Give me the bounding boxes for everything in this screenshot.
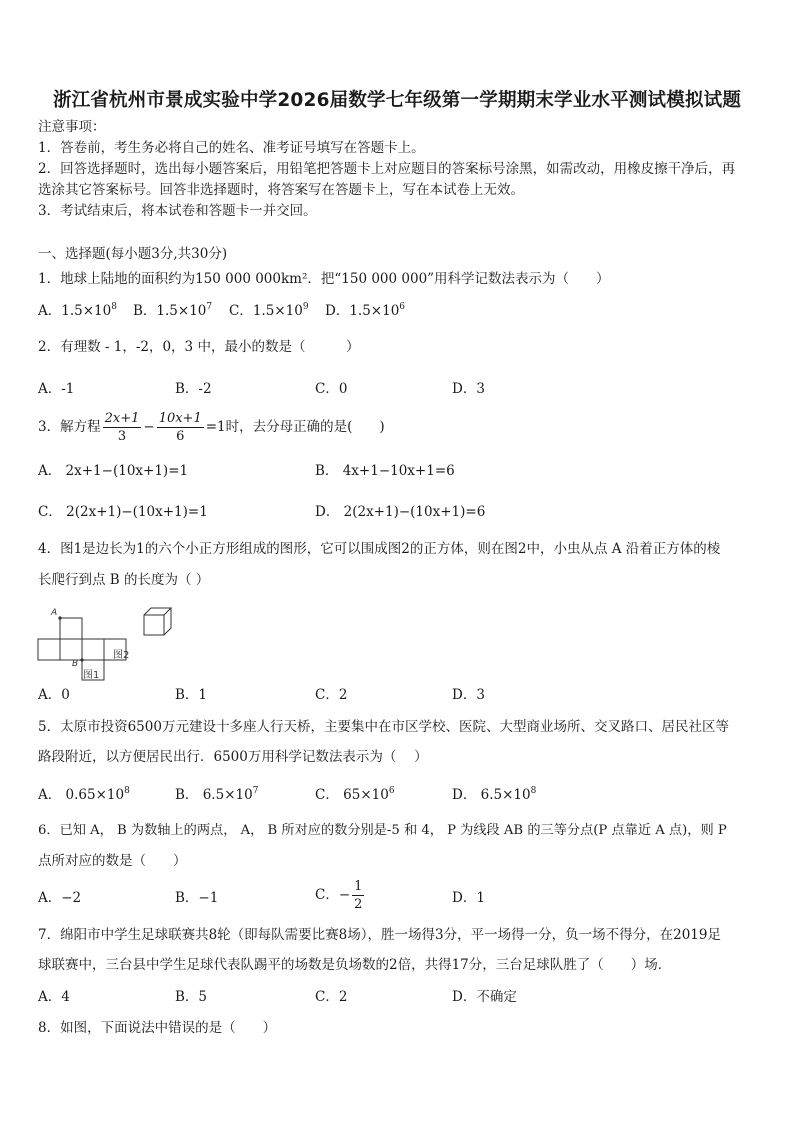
- net-square-3: [82, 639, 104, 660]
- q8-stem: 8．如图，下面说法中错误的是（ ）: [38, 1020, 277, 1036]
- q5-option-d: D． $6.5\times 10^8$: [452, 786, 537, 803]
- q4-option-c: C．2: [315, 687, 348, 703]
- q6-option-c: C．− $\frac{1}{2}$: [315, 879, 363, 912]
- q1-option-c: C．$1.5\times 10^9$: [229, 302, 309, 319]
- notice-item-3: 3．考试结束后，将本试卷和答题卡一并交回。: [38, 203, 317, 219]
- q4-option-d: D．3: [452, 687, 485, 703]
- q1-option-d: D．$1.5\times 10^6$: [325, 302, 406, 319]
- q7-option-b: B．5: [175, 989, 208, 1005]
- notice-item-1: 1．答卷前，考生务必将自己的姓名、准考证号填写在答题卡上。: [38, 140, 425, 156]
- section-heading: 一、选择题(每小题3分,共30分): [38, 246, 228, 262]
- q3-fraction-1: $\frac{2x+1}{3}$: [104, 411, 140, 444]
- point-b-label: B: [72, 659, 79, 669]
- fig-1-caption: 图1: [83, 670, 100, 681]
- q4-figure: [34, 600, 184, 682]
- q7-option-a: A．4: [38, 989, 70, 1005]
- q1-option-b: B．$1.5\times 10^7$: [133, 302, 213, 319]
- net-square-1: [38, 639, 60, 660]
- q4-option-a: A．0: [38, 687, 70, 703]
- q5-stem-line1: 5．太原市投资6500万元建设十多座人行天桥，主要集中在市区学校、医院、大型商业场所、交叉路口、居民社区等: [38, 719, 729, 735]
- q6-option-c-fraction: $\frac{1}{2}$: [354, 879, 363, 912]
- fig-2-caption: 图2: [113, 650, 130, 661]
- q2-option-d: D．3: [452, 381, 485, 397]
- q5-option-b: B． $6.5\times 10^7$: [175, 786, 259, 803]
- q4-stem-line2: 长爬行到点 B 的长度为（ ）: [38, 572, 210, 588]
- q5-stem-line2: 路段附近，以方便居民出行．6500万用科学记数法表示为（ ）: [38, 749, 428, 765]
- q6-option-a: A．−2: [38, 890, 82, 906]
- notice-heading: 注意事项：: [38, 119, 106, 135]
- point-a-dot: [58, 616, 61, 619]
- point-a-label: A: [51, 608, 58, 618]
- q3-fraction-2: $\frac{10x+1}{6}$: [158, 411, 202, 444]
- q3-option-c: C． 2(2x+1)−(10x+1)=1: [38, 504, 208, 520]
- q2-stem: 2．有理数 - 1，-2，0，3 中，最小的数是（ ）: [38, 339, 360, 355]
- q3-option-a: A． 2x+1−(10x+1)=1: [38, 463, 189, 479]
- notice-item-2b: 选涂其它答案标号。回答非选择题时，将答案写在答题卡上，写在本试卷上无效。: [38, 182, 524, 198]
- q7-stem-line2: 球联赛中，三台县中学生足球代表队踢平的场数是负场数的2倍，共得17分，三台足球队胜了（ ）场．: [38, 957, 672, 973]
- q2-option-b: B．-2: [175, 381, 212, 397]
- q3-stem: 3．解方程 $\frac{2x+1}{3}$ − $\frac{10x+1}{6}$ =1时，去分母正确的是( ): [38, 411, 385, 444]
- exam-title: 浙江省杭州市景成实验中学2026届数学七年级第一学期期末学业水平测试模拟试题: [52, 90, 742, 111]
- q4-stem-line1: 4．图1是边长为1的六个小正方形组成的图形，它可以围成图2的正方体，则在图2中，小虫从点 A 沿着正方体的棱: [38, 541, 721, 557]
- q1-stem: 1．地球上陆地的面积约为150 000 000km²．把“150 000 000”用科学记数法表示为（ ）: [38, 271, 610, 287]
- q5-option-a: A． $0.65\times 10^8$: [38, 786, 130, 803]
- q3-option-b: B． 4x+1−10x+1=6: [315, 463, 455, 479]
- q7-option-c: C．2: [315, 989, 348, 1005]
- q2-option-a: A．-1: [38, 381, 75, 397]
- point-b-dot: [80, 658, 83, 661]
- q5-option-c: C． $65\times 10^6$: [315, 786, 395, 803]
- q1-option-a: A．$1.5\times 10^8$: [38, 302, 117, 319]
- q6-option-b: B．−1: [175, 890, 219, 906]
- q2-option-c: C．0: [315, 381, 348, 397]
- notice-item-2a: 2．回答选择题时，选出每小题答案后，用铅笔把答题卡上对应题目的答案标号涂黑，如需改动，用橡皮擦干净后，再: [38, 161, 736, 177]
- q7-stem-line1: 7．绵阳市中学生足球联赛共8轮（即每队需要比赛8场），胜一场得3分，平一场得一分，负一场不得分，在2019足: [38, 927, 721, 943]
- q7-option-d: D．不确定: [452, 989, 517, 1005]
- cube-top-face: [144, 608, 171, 615]
- net-square-top: [60, 618, 82, 639]
- q6-stem-line1: 6．已知 A， B 为数轴上的两点， A， B 所对应的数分别是-5 和 4， P 为线段 AB 的三等分点(P 点靠近 A 点)，则 P: [38, 823, 727, 838]
- q3-option-d: D． 2(2x+1)−(10x+1)=6: [315, 504, 486, 520]
- cube-front-face: [144, 615, 164, 635]
- q6-stem-line2: 点所对应的数是（ ）: [38, 853, 187, 869]
- q6-option-d: D．1: [452, 890, 485, 906]
- q4-option-b: B．1: [175, 687, 208, 703]
- cube-figure-2: [144, 608, 171, 635]
- net-square-2: [60, 639, 82, 660]
